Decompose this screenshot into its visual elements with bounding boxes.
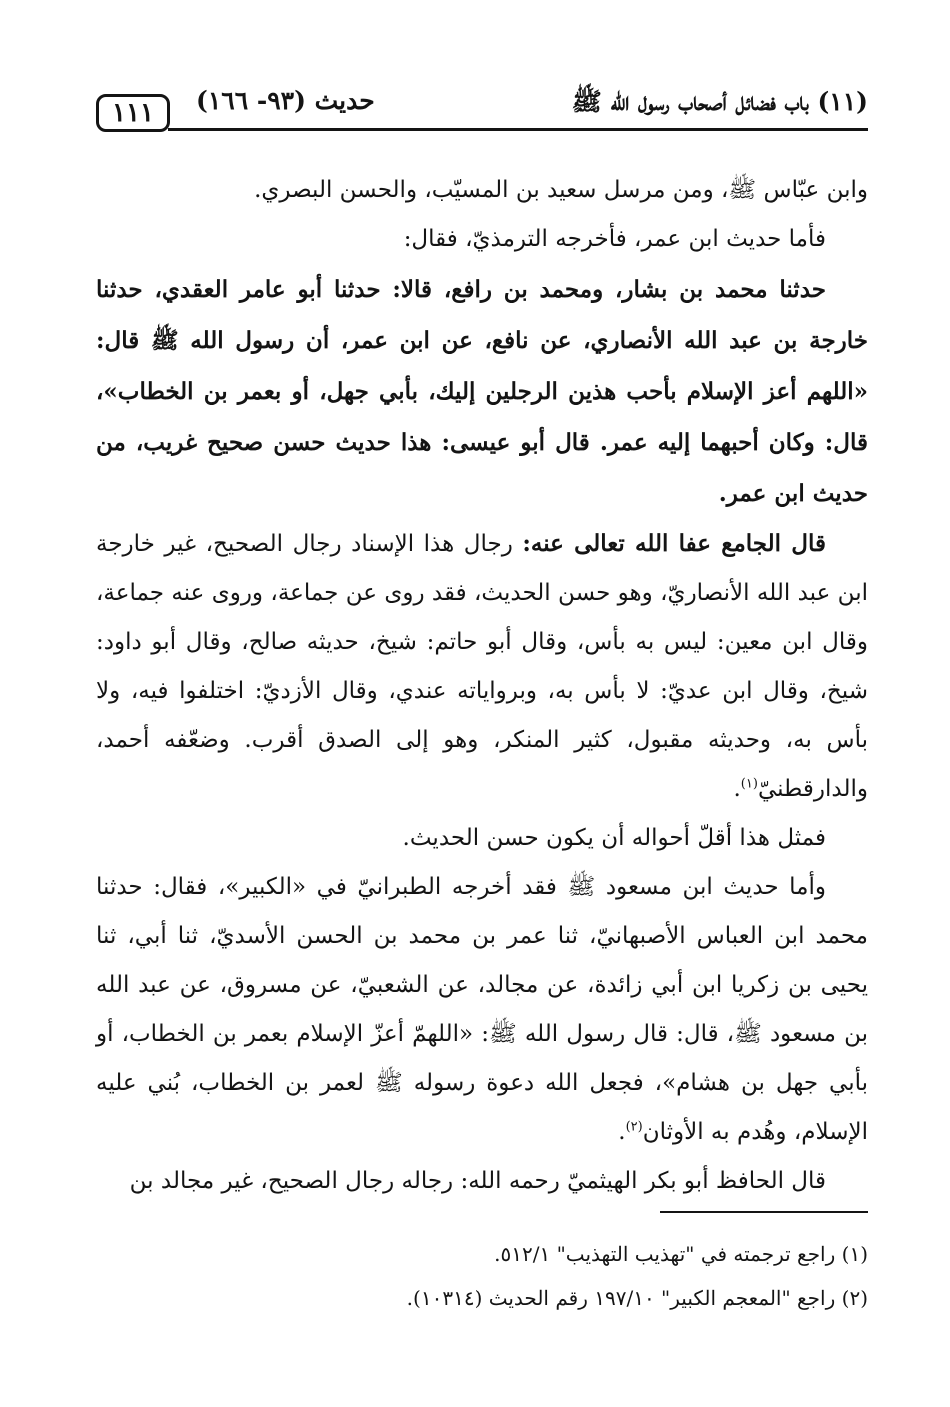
header-divider [168,128,868,131]
hadith-range: حديث (٩٣- ١٦٦) [196,86,375,115]
ibn-masud-text: وأما حديث ابن مسعود ﷺ فقد أخرجه الطبرانيّ في «الكبير»، فقال: حدثنا محمد ابن العباس الأصبهانيّ، ثنا عمر بن محمد بن الحسن الأسديّ، ثنا أبي، ثنا يحيى بن زكريا ابن أبي زائدة، عن مجالد، عن الشعبيّ، عن مسروق، عن عبد الله بن مسعود ﷺ، قال: قال رسول الله ﷺ: «اللهمّ أعزّ الإسلام بعمر بن الخطاب، أو بأبي جهل بن هشام»، فجعل الله دعوة رسوله ﷺ لعمر بن الخطاب، بُني عليه الإسلام، وهُدم به الأوثان [96,874,869,1145]
ibn-masud-end: . [618,1119,626,1145]
paragraph-ibn-masud [96,863,868,1157]
footnote-ref-1[interactable]: (١) [740,776,758,792]
paragraph-conclusion: فمثل هذا أقلّ أحواله أن يكون حسن الحديث. [402,825,826,851]
footnote-1: (١) راجع ترجمته في "تهذيب التهذيب" ٥١٢/١. [494,1242,868,1266]
paragraph-1: وابن عبّاس ﷺ، ومن مرسل سعيد بن المسيّب، والحسن البصري. [254,177,868,203]
page-number: ١١١ [96,94,170,132]
commentary-text: رجال هذا الإسناد رجال الصحيح، غير خارجة ابن عبد الله الأنصاريّ، وهو حسن الحديث، فقد روى عن جماعة، وروى عنه جماعة، وقال ابن معين: ليس به بأس، وقال أبو حاتم: شيخ، حديثه صالح، وقال أبو داود: شيخ، وقال ابن عديّ: لا بأس به، وبرواياته عندي، وقال الأزديّ: اختلفوا فيه، ولا بأس به، وحديثه مقبول، كثير المنكر، وهو إلى الصدق أقرب. وضعّفه أحمد، والدارقطنيّ [96,531,868,802]
footnote-2: (٢) راجع "المعجم الكبير" ١٩٧/١٠ رقم الحديث (١٠٣١٤). [406,1286,868,1310]
commentary-lead: قال الجامع عفا الله تعالى عنه: [522,530,826,557]
paragraph-haythami: قال الحافظ أبو بكر الهيثميّ رحمه الله: رجاله رجال الصحيح، غير مجالد بن [129,1168,826,1194]
paragraph-commentary [96,519,868,814]
page-header [96,72,868,136]
main-text [96,166,868,1206]
chapter-title: (١١) باب فضائل أصحاب رسول الله ﷺ [571,87,868,116]
footnotes [96,1232,868,1320]
hadith-text-tirmidhi: حدثنا محمد بن بشار، ومحمد بن رافع، قالا: حدثنا أبو عامر العقدي، حدثنا خارجة بن عبد الله الأنصاري، عن نافع، عن ابن عمر، أن رسول الله ﷺ قال: «اللهم أعز الإسلام بأحب هذين الرجلين إليك، بأبي جهل، أو بعمر بن الخطاب»، قال: وكان أحبهما إليه عمر. قال أبو عيسى: هذا حديث حسن صحيح غريب، من حديث ابن عمر. [96,276,868,507]
paragraph-2: فأما حديث ابن عمر، فأخرجه الترمذيّ، فقال: [403,226,826,252]
footnote-divider [660,1211,868,1213]
footnote-ref-2[interactable]: (٢) [625,1119,643,1135]
commentary-end: . [733,776,741,802]
